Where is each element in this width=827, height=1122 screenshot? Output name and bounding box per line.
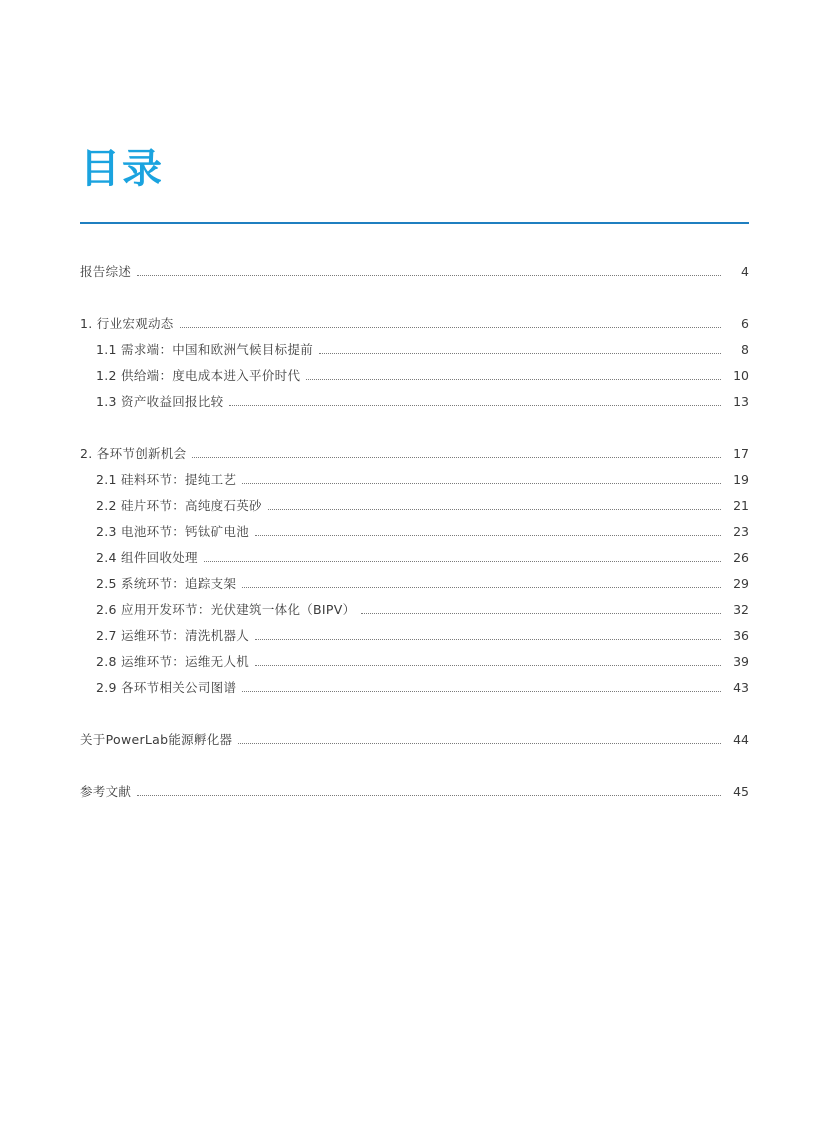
toc-entry-page: 4	[741, 264, 749, 279]
toc-entry-label: 2.1 硅料环节：提纯工艺	[96, 472, 237, 487]
dot-leader	[268, 509, 721, 510]
toc-entry-page: 19	[733, 472, 749, 487]
toc-entry-label: 2. 各环节创新机会	[80, 446, 187, 461]
toc-entry-label: 1.2 供给端：度电成本进入平价时代	[96, 368, 301, 383]
toc-entry-page: 36	[733, 628, 749, 643]
toc-entry-references[interactable]	[80, 779, 749, 805]
toc-entry-page: 26	[733, 550, 749, 565]
toc-entry-overview[interactable]	[80, 259, 749, 285]
dot-leader	[229, 405, 721, 406]
dot-leader	[255, 535, 721, 536]
toc-entry-1-2[interactable]	[80, 363, 749, 389]
toc-entry-section-2[interactable]	[80, 441, 749, 467]
toc-entry-label: 1. 行业宏观动态	[80, 316, 174, 331]
toc-entry-label: 1.1 需求端：中国和欧洲气候目标提前	[96, 342, 314, 357]
title-divider	[80, 222, 749, 224]
toc-entry-2-4[interactable]	[80, 545, 749, 571]
dot-leader	[242, 691, 721, 692]
dot-leader	[238, 743, 721, 744]
toc-entry-page: 45	[733, 784, 749, 799]
toc-entry-label: 报告综述	[80, 264, 132, 279]
toc-entry-label: 2.9 各环节相关公司图谱	[96, 680, 237, 695]
toc-entry-label: 2.2 硅片环节：高纯度石英砂	[96, 498, 262, 513]
dot-leader	[137, 275, 721, 276]
toc-entry-page: 10	[733, 368, 749, 383]
toc-entry-about-powerlab[interactable]	[80, 727, 749, 753]
dot-leader	[306, 379, 721, 380]
toc-entry-2-9[interactable]	[80, 675, 749, 701]
toc-entry-label: 2.3 电池环节：钙钛矿电池	[96, 524, 250, 539]
toc-entry-2-5[interactable]	[80, 571, 749, 597]
toc-entry-page: 17	[733, 446, 749, 461]
toc-entry-page: 21	[733, 498, 749, 513]
toc-entry-label: 关于PowerLab能源孵化器	[80, 732, 233, 747]
toc-entry-label: 2.4 组件回收处理	[96, 550, 198, 565]
toc-entry-2-2[interactable]	[80, 493, 749, 519]
toc-entry-page: 43	[733, 680, 749, 695]
toc-entry-2-8[interactable]	[80, 649, 749, 675]
toc-entry-page: 44	[733, 732, 749, 747]
toc-entry-label: 2.6 应用开发环节：光伏建筑一体化（BIPV）	[96, 602, 356, 617]
dot-leader	[319, 353, 721, 354]
toc-entry-page: 8	[741, 342, 749, 357]
toc-entry-label: 2.5 系统环节：追踪支架	[96, 576, 237, 591]
page-title: 目录	[80, 146, 164, 192]
toc-entry-2-6[interactable]	[80, 597, 749, 623]
toc-entry-label: 2.8 运维环节：运维无人机	[96, 654, 250, 669]
toc-entry-page: 29	[733, 576, 749, 591]
dot-leader	[137, 795, 721, 796]
toc-entry-page: 23	[733, 524, 749, 539]
toc-entry-label: 2.7 运维环节：清洗机器人	[96, 628, 250, 643]
toc-entry-page: 6	[741, 316, 749, 331]
dot-leader	[361, 613, 721, 614]
toc-entry-2-3[interactable]	[80, 519, 749, 545]
toc-entry-2-7[interactable]	[80, 623, 749, 649]
table-of-contents	[80, 259, 749, 805]
dot-leader	[255, 665, 721, 666]
dot-leader	[242, 483, 721, 484]
dot-leader	[204, 561, 721, 562]
dot-leader	[242, 587, 721, 588]
toc-entry-page: 39	[733, 654, 749, 669]
toc-entry-label: 参考文献	[80, 784, 132, 799]
dot-leader	[180, 327, 721, 328]
toc-entry-2-1[interactable]	[80, 467, 749, 493]
toc-entry-1-3[interactable]	[80, 389, 749, 415]
toc-entry-section-1[interactable]	[80, 311, 749, 337]
dot-leader	[192, 457, 721, 458]
dot-leader	[255, 639, 721, 640]
toc-entry-page: 13	[733, 394, 749, 409]
toc-entry-1-1[interactable]	[80, 337, 749, 363]
toc-entry-label: 1.3 资产收益回报比较	[96, 394, 224, 409]
toc-entry-page: 32	[733, 602, 749, 617]
